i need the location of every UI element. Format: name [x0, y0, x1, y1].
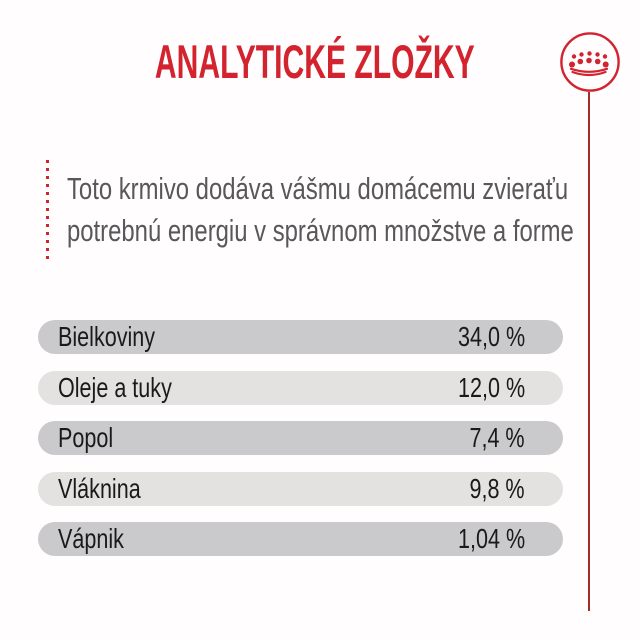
description-line-2: potrebnú energiu v správnom množstve a forme: [67, 213, 574, 248]
row-value: 1,04 %: [457, 523, 525, 554]
row-label: Oleje a tuky: [58, 371, 172, 403]
row-value: 12,0 %: [457, 371, 525, 403]
table-row: [38, 522, 563, 556]
table-row: [38, 421, 563, 455]
description: [67, 168, 640, 252]
crown-logo-icon: [559, 31, 621, 93]
table-row: [38, 472, 563, 506]
page-title-text: ANALYTICKÉ ZLOŽKY: [155, 35, 475, 88]
row-value: 9,8 %: [469, 472, 525, 504]
row-label: Popol: [58, 422, 114, 453]
row-value: 7,4 %: [469, 422, 525, 453]
row-value: 34,0 %: [457, 321, 525, 352]
dotted-accent-line: [46, 160, 49, 260]
description-line-1: Toto krmivo dodáva vášmu domácemu zvieraťu: [67, 171, 569, 206]
row-label: Vápnik: [58, 523, 124, 554]
table-row: [38, 320, 563, 354]
row-label: Bielkoviny: [58, 321, 156, 352]
page-title: [0, 37, 630, 87]
nutrition-table: [38, 320, 563, 573]
table-row: [38, 371, 563, 405]
row-label: Vláknina: [58, 472, 141, 504]
